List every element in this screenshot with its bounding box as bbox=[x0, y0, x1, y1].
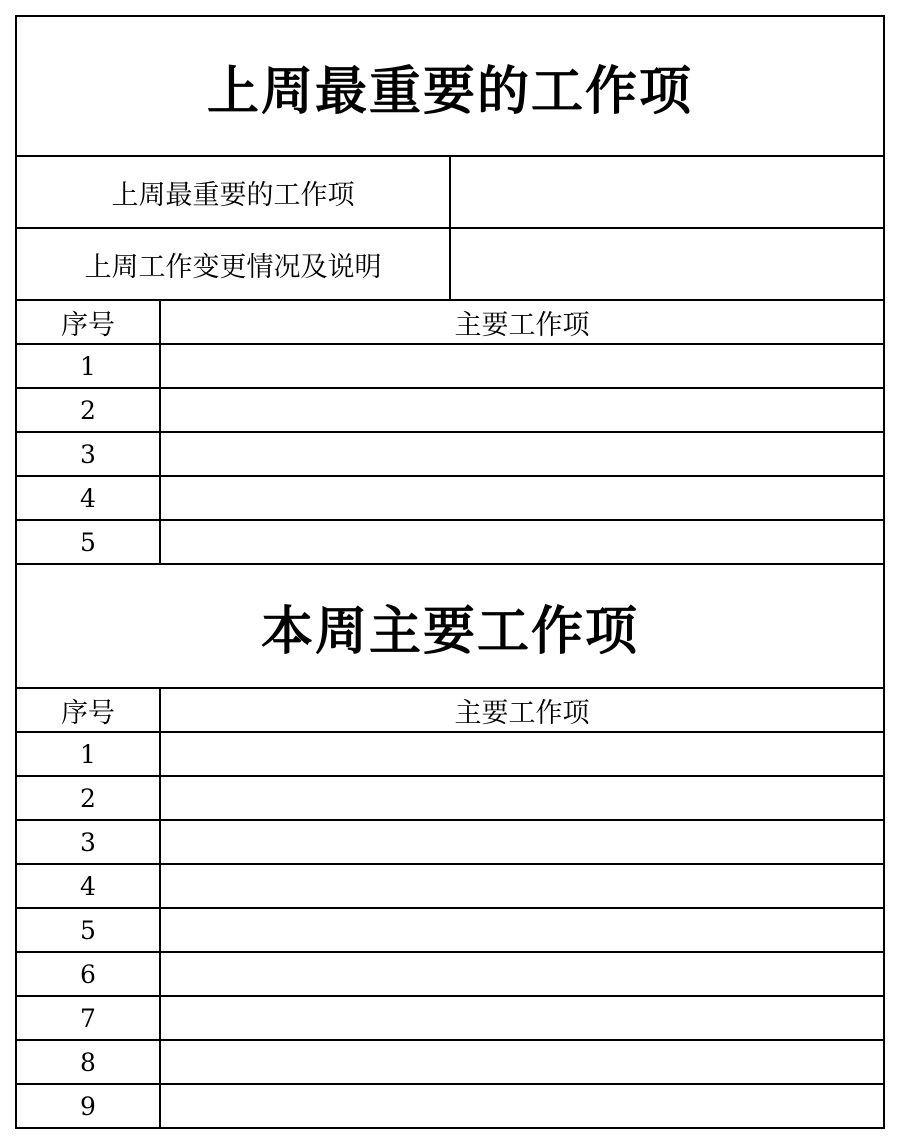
info-row-changes bbox=[16, 228, 884, 300]
row-seq: 2 bbox=[16, 388, 160, 432]
row-seq: 8 bbox=[16, 1040, 160, 1084]
row-item[interactable] bbox=[160, 732, 884, 776]
weekly-work-table bbox=[15, 15, 885, 1129]
row-item[interactable] bbox=[160, 432, 884, 476]
table-row bbox=[16, 864, 884, 908]
row-item[interactable] bbox=[160, 996, 884, 1040]
table-row bbox=[16, 996, 884, 1040]
row-seq: 5 bbox=[16, 908, 160, 952]
row-seq: 1 bbox=[16, 732, 160, 776]
row-seq: 9 bbox=[16, 1084, 160, 1128]
info-label-changes: 上周工作变更情况及说明 bbox=[16, 228, 450, 300]
row-item[interactable] bbox=[160, 344, 884, 388]
table-row bbox=[16, 344, 884, 388]
table-row bbox=[16, 1084, 884, 1128]
row-item[interactable] bbox=[160, 908, 884, 952]
section1-title: 上周最重要的工作项 bbox=[16, 16, 884, 156]
info-value-most-important[interactable] bbox=[450, 156, 884, 228]
section1-header-row bbox=[16, 300, 884, 344]
row-item[interactable] bbox=[160, 520, 884, 564]
column-header-item: 主要工作项 bbox=[160, 300, 884, 344]
row-seq: 5 bbox=[16, 520, 160, 564]
row-seq: 6 bbox=[16, 952, 160, 996]
row-seq: 2 bbox=[16, 776, 160, 820]
row-seq: 4 bbox=[16, 864, 160, 908]
row-seq: 1 bbox=[16, 344, 160, 388]
row-seq: 3 bbox=[16, 820, 160, 864]
info-label-most-important: 上周最重要的工作项 bbox=[16, 156, 450, 228]
column-header-seq: 序号 bbox=[16, 688, 160, 732]
row-seq: 3 bbox=[16, 432, 160, 476]
table-row bbox=[16, 520, 884, 564]
info-value-changes[interactable] bbox=[450, 228, 884, 300]
info-row-most-important bbox=[16, 156, 884, 228]
table-row bbox=[16, 476, 884, 520]
row-item[interactable] bbox=[160, 952, 884, 996]
table-row bbox=[16, 388, 884, 432]
table-row bbox=[16, 776, 884, 820]
row-seq: 7 bbox=[16, 996, 160, 1040]
row-item[interactable] bbox=[160, 776, 884, 820]
table-row bbox=[16, 732, 884, 776]
table-row bbox=[16, 952, 884, 996]
row-item[interactable] bbox=[160, 476, 884, 520]
table-row bbox=[16, 432, 884, 476]
row-item[interactable] bbox=[160, 1084, 884, 1128]
table-row bbox=[16, 820, 884, 864]
section2-title: 本周主要工作项 bbox=[16, 564, 884, 688]
column-header-seq: 序号 bbox=[16, 300, 160, 344]
row-item[interactable] bbox=[160, 1040, 884, 1084]
column-header-item: 主要工作项 bbox=[160, 688, 884, 732]
section2-header-row bbox=[16, 688, 884, 732]
row-seq: 4 bbox=[16, 476, 160, 520]
row-item[interactable] bbox=[160, 864, 884, 908]
row-item[interactable] bbox=[160, 388, 884, 432]
table-row bbox=[16, 908, 884, 952]
row-item[interactable] bbox=[160, 820, 884, 864]
table-row bbox=[16, 1040, 884, 1084]
